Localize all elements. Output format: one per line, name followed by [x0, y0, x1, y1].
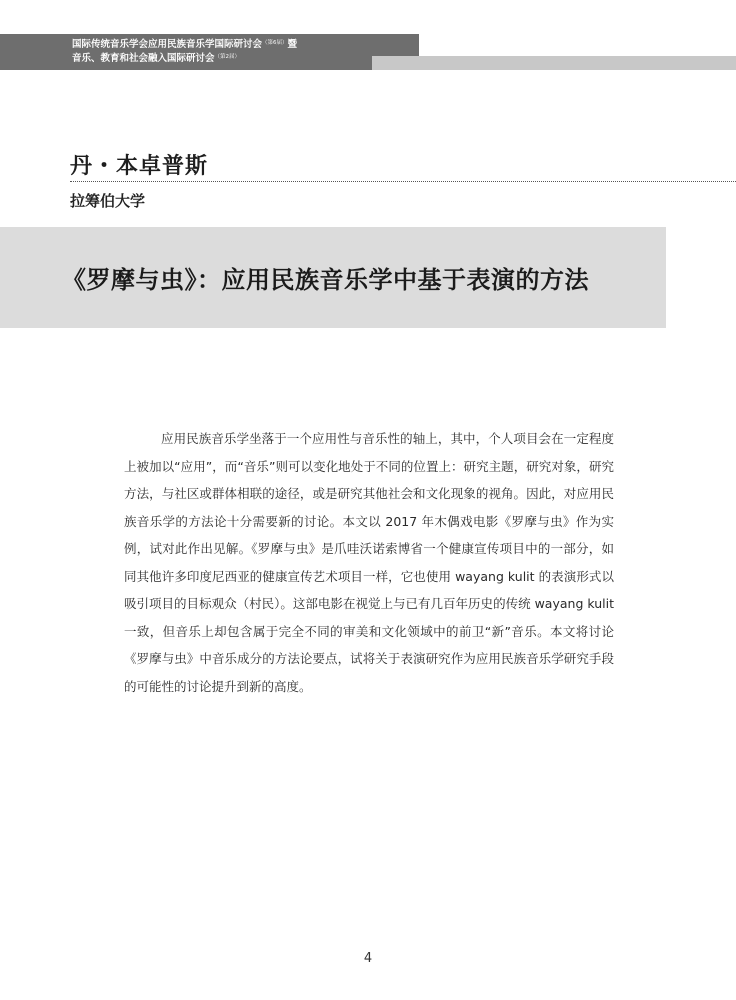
page-number: 4 [363, 951, 373, 966]
running-header-line-1 [72, 37, 372, 51]
header-line2-main: 音乐、教育和社会融入国际研讨会 [72, 53, 215, 64]
paper-title: 《罗摩与虫》：应用民族音乐学中基于表演的方法 [62, 265, 589, 294]
running-header-line-2 [72, 51, 372, 65]
header-line2-edition: （第2届） [214, 54, 241, 60]
header-line1-main: 国际传统音乐学会应用民族音乐学国际研讨会 [72, 39, 263, 50]
header-band-accent [372, 56, 736, 70]
author-name: 丹・本卓普斯 [70, 153, 209, 179]
header-line1-edition: （第6届） [262, 40, 288, 46]
author-affiliation: 拉筹伯大学 [70, 192, 146, 210]
running-header [72, 37, 372, 65]
abstract-text: 应用民族音乐学坐落于一个应用性与音乐性的轴上，其中，个人项目会在一定程度上被加以“应用”，而“音乐”则可以变化地处于不同的位置上：研究主题，研究对象，研究方法，与社区或群体相联的途径，或是研究其他社会和文化现象的视角。因此，对应用民族音乐学的方法论十分需要新的讨论。本文以 2017 年木偶戏电影《罗摩与虫》作为实例，试对此作出见解。《罗摩与虫》是爪哇沃诺索博省一个健康宣传项目中的一部分，如同其他许多印度尼西亚的健康宣传艺术项目一样，它也使用 wayang kulit 的表演形式以吸引项目的目标观众（村民）。这部电影在视觉上与已有几百年历史的传统 wayang kulit 一致，但音乐上却包含属于完全不同的审美和文化领域中的前卫“新”音乐。本文将讨论《罗摩与虫》中音乐成分的方法论要点，试将关于表演研究作为应用民族音乐学研究手段的可能性的讨论提升到新的高度。 [124, 431, 614, 694]
author-divider [70, 181, 736, 182]
header-line1-tail: 暨 [287, 39, 298, 50]
